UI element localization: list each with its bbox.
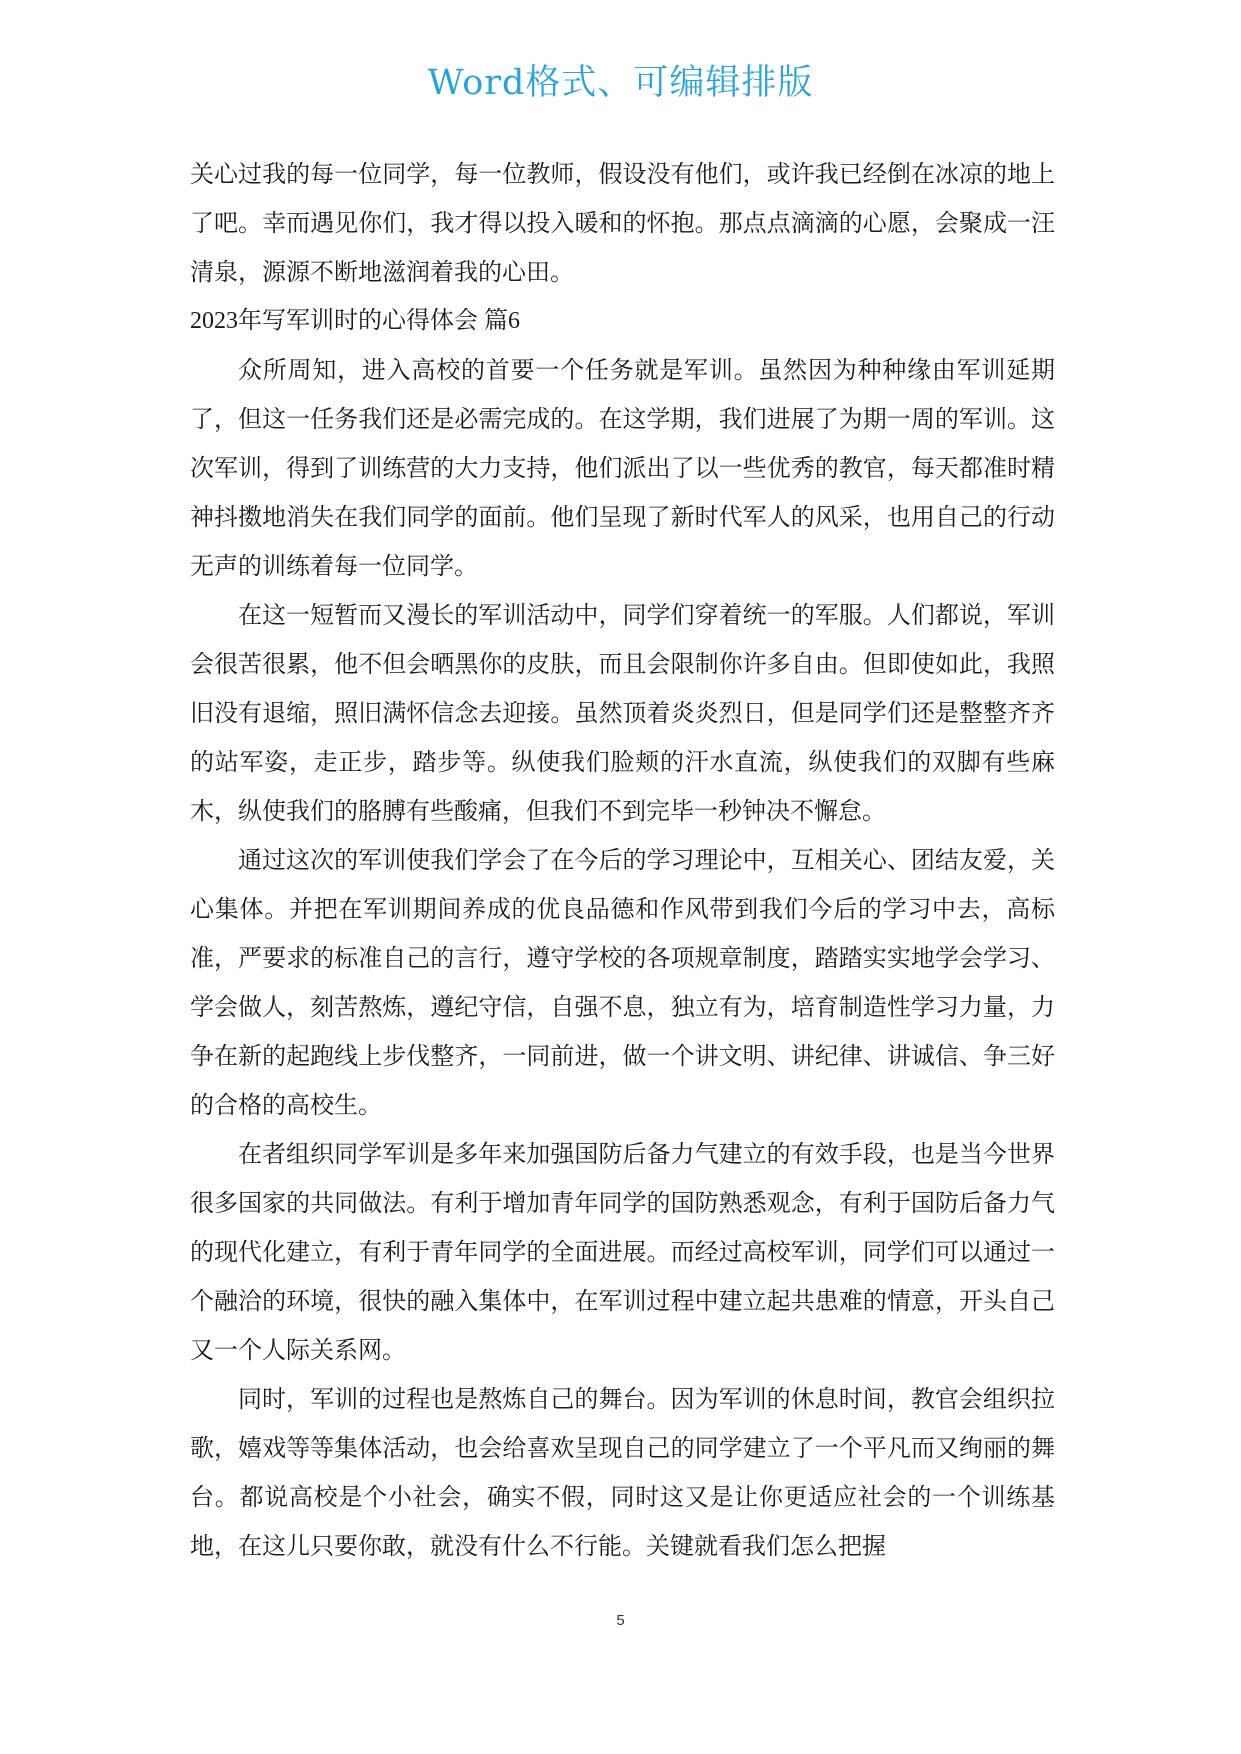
section-heading: 2023年写军训时的心得体会 篇6: [190, 308, 520, 334]
document-body: [190, 150, 1055, 1571]
page-number: 5: [616, 1612, 625, 1629]
paragraph-3: 通过这次的军训使我们学会了在今后的学习理论中，互相关心、团结友爱，关心集体。并把在军训期间养成的优良品德和作风带到我们今后的学习中去，高标准，严要求的标准自己的言行，遵守学校的各项规章制度，踏踏实实地学会学习、学会做人，刻苦熬炼，遵纪守信，自强不息，独立有为，培育制造性学习力量，力争在新的起跑线上步伐整齐，一同前进，做一个讲文明、讲纪律、讲诚信、争三好的合格的高校生。: [190, 846, 1055, 1119]
paragraph-5: 同时，军训的过程也是熬炼自己的舞台。因为军训的休息时间，教官会组织拉歌，嬉戏等等集体活动，也会给喜欢呈现自己的同学建立了一个平凡而又绚丽的舞台。都说高校是个小社会，确实不假，同时这又是让你更适应社会的一个训练基地，在这儿只要你敢，就没有什么不行能。关键就看我们怎么把握: [190, 1385, 1055, 1560]
paragraph-2: 在这一短暂而又漫长的军训活动中，同学们穿着统一的军服。人们都说，军训会很苦很累，他不但会晒黑你的皮肤，而且会限制你许多自由。但即使如此，我照旧没有退缩，照旧满怀信念去迎接。虽然顶着炎炎烈日，但是同学们还是整整齐齐的站军姿，走正步，踏步等。纵使我们脸颊的汗水直流，纵使我们的双脚有些麻木，纵使我们的胳膊有些酸痛，但我们不到完毕一秒钟决不懈怠。: [190, 601, 1055, 825]
paragraph-4: 在者组织同学军训是多年来加强国防后备力气建立的有效手段，也是当今世界很多国家的共同做法。有利于增加青年同学的国防熟悉观念，有利于国防后备力气的现代化建立，有利于青年同学的全面进展。而经过高校军训，同学们可以通过一个融洽的环境，很快的融入集体中，在军训过程中建立起共患难的情意，开头自己又一个人际关系网。: [190, 1140, 1055, 1364]
header-title: Word格式、可编辑排版: [427, 63, 814, 103]
paragraph-1: 众所周知，进入高校的首要一个任务就是军训。虽然因为种种缘由军训延期了，但这一任务我们还是必需完成的。在这学期，我们进展了为期一周的军训。这次军训，得到了训练营的大力支持，他们派出了以一些优秀的教官，每天都准时精神抖擞地消失在我们同学的面前。他们呈现了新时代军人的风采，也用自己的行动无声的训练着每一位同学。: [190, 356, 1055, 580]
intro-paragraph: 关心过我的每一位同学，每一位教师，假设没有他们，或许我已经倒在冰凉的地上了吧。幸而遇见你们，我才得以投入暖和的怀抱。那点点滴滴的心愿，会聚成一汪清泉，源源不断地滋润着我的心田。: [190, 160, 1055, 286]
